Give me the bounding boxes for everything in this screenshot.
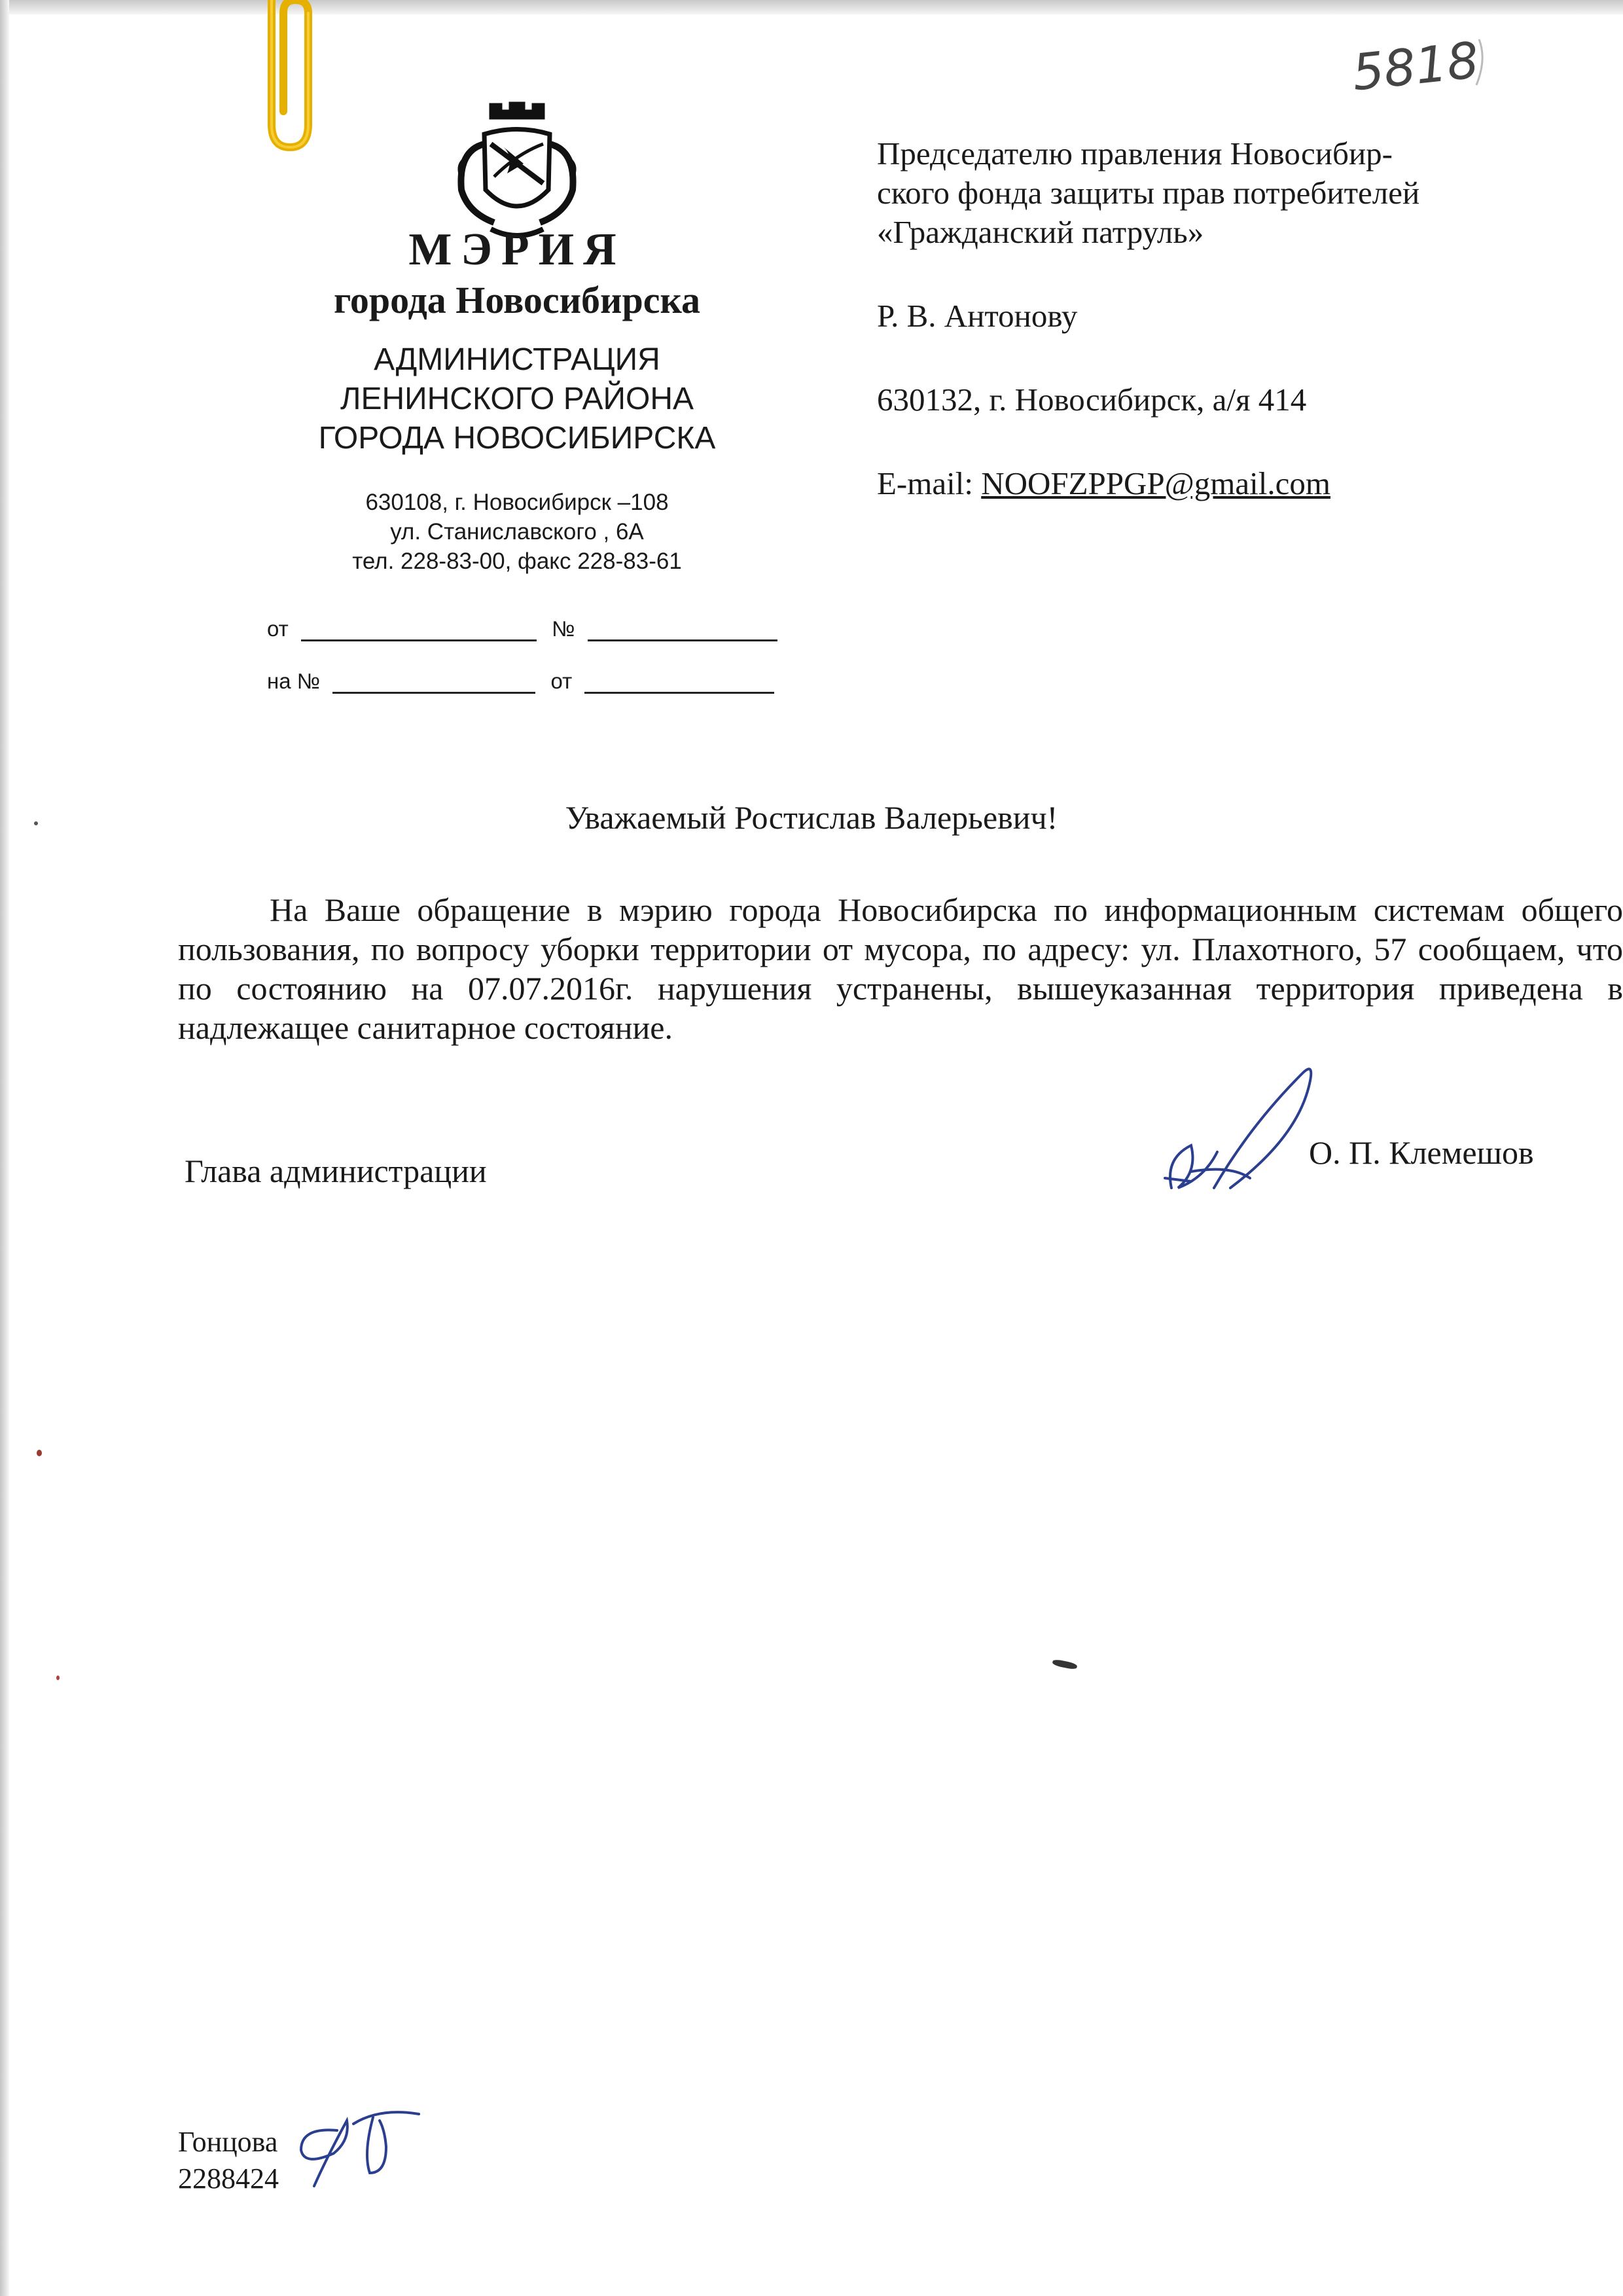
org-subtitle: города Новосибирска xyxy=(333,279,701,321)
from-label: от xyxy=(267,617,289,641)
scan-speck xyxy=(1052,1659,1077,1670)
number-blank xyxy=(588,639,777,641)
reference-number-label: на № xyxy=(267,669,321,693)
reference-registration-line xyxy=(267,669,774,694)
executor-phone: 2288424 xyxy=(178,2162,279,2195)
date-blank xyxy=(301,639,537,641)
executor-block xyxy=(178,2124,279,2197)
outgoing-registration-line xyxy=(267,617,777,641)
scan-speck xyxy=(34,821,38,825)
admin-line: ЛЕНИНСКОГО РАЙОНА xyxy=(340,382,694,416)
org-title: МЭРИЯ xyxy=(408,224,626,275)
handwritten-number-stamp xyxy=(1348,26,1499,105)
paper-clip-icon xyxy=(252,0,324,157)
administration-name xyxy=(236,340,798,458)
addressee-block xyxy=(877,134,1571,503)
reference-from-label: от xyxy=(550,669,573,693)
salutation: Уважаемый Ростислав Валерьевич! xyxy=(565,799,1058,836)
addressee-line: «Гражданский патруль» xyxy=(877,214,1204,250)
admin-line: ГОРОДА НОВОСИБИРСКА xyxy=(318,421,716,456)
signatory-name: О. П. Клемешов xyxy=(1309,1134,1534,1171)
org-address xyxy=(262,488,772,576)
addressee-email-line xyxy=(877,464,1571,503)
reference-date-blank xyxy=(584,692,774,694)
executor-initials-icon xyxy=(288,2094,432,2193)
address-line: 630108, г. Новосибирск –108 xyxy=(365,490,669,515)
addressee-name: Р. В. Антонову xyxy=(877,298,1078,334)
reference-number-blank xyxy=(332,692,535,694)
addressee-line: ского фонда защиты прав потребителей xyxy=(877,175,1420,211)
signatory-position: Глава администрации xyxy=(185,1153,487,1189)
addressee-line: Председателю правления Новосибир- xyxy=(877,135,1393,171)
signature-icon xyxy=(1152,1047,1348,1211)
scan-speck xyxy=(37,1450,42,1456)
address-line: ул. Станиславского , 6А xyxy=(390,519,644,545)
executor-name: Гонцова xyxy=(178,2126,278,2158)
addressee-postal: 630132, г. Новосибирск, а/я 414 xyxy=(877,382,1307,418)
page-edge-top xyxy=(0,0,1623,14)
email-link[interactable]: NOOFZPPGP@gmail.com xyxy=(981,465,1331,501)
body-paragraph: На Ваше обращение в мэрию города Новосибирска по информационным системам общего пользования, по вопросу уборки территории от мусора, по адресу: ул. Плахотного, 57 сообщаем, что по состоянию на 07.07.2016г. нарушения устранены, вышеуказанная территория приведена в надлежащее санитарное состояние. xyxy=(178,891,1623,1046)
letter-body xyxy=(178,890,1623,1047)
page-edge-left xyxy=(0,0,9,2296)
email-label: E-mail: xyxy=(877,465,982,501)
svg-text:5818: 5818 xyxy=(1349,30,1482,102)
number-label: № xyxy=(552,617,575,641)
address-line: тел. 228-83-00, факс 228-83-61 xyxy=(352,548,682,574)
admin-line: АДМИНИСТРАЦИЯ xyxy=(374,342,660,377)
scan-speck xyxy=(56,1676,60,1680)
